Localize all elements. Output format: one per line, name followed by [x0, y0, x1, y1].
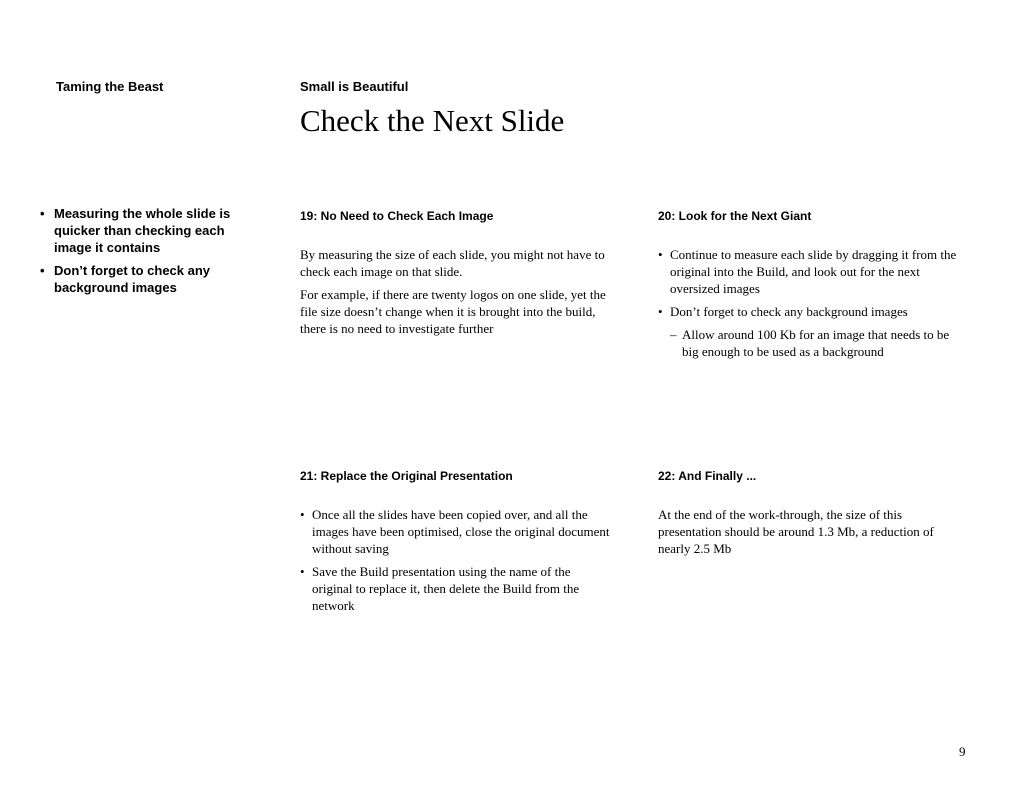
slide-panel-21: [300, 468, 610, 620]
summary-bullet-text: Don’t forget to check any background images: [54, 263, 211, 295]
summary-bullet-item: [38, 205, 260, 256]
slide-panel-19: [300, 208, 610, 343]
panel-heading: 21: Replace the Original Presentation: [300, 469, 513, 483]
summary-bullet-item: [38, 262, 260, 296]
summary-bullet-text: Measuring the whole slide is quicker than checking each image it contains: [54, 206, 231, 255]
panel-bullet-list: [658, 246, 968, 360]
panel-bullet-item: [658, 303, 968, 320]
bullet-glyph: •: [658, 247, 663, 262]
bullet-glyph: •: [40, 206, 45, 221]
panel-bullet-text: Once all the slides have been copied over, and all the images have been optimised, close the original document without saving: [312, 507, 610, 556]
panel-bullet-list: [300, 506, 610, 614]
panel-bullet-text: Allow around 100 Kb for an image that needs to be big enough to be used as a background: [682, 327, 950, 359]
running-header-left: Taming the Beast: [56, 79, 164, 94]
slide-panel-20: [658, 208, 968, 366]
summary-bullet-list: [38, 205, 260, 302]
panel-bullet-text: Save the Build presentation using the name of the original to replace it, then delete the Build from the network: [312, 564, 580, 613]
panel-paragraph: By measuring the size of each slide, you might not have to check each image on that slide.: [300, 247, 605, 279]
slide-panel-22: [658, 468, 968, 563]
panel-sub-bullet-item: [658, 326, 968, 360]
panel-heading: 20: Look for the Next Giant: [658, 209, 812, 223]
panel-bullet-item: [300, 506, 610, 557]
panel-bullet-item: [300, 563, 610, 614]
panel-paragraph: For example, if there are twenty logos on one slide, yet the file size doesn’t change when it is brought into the build, there is no need to investigate further: [300, 287, 606, 336]
panel-bullet-text: Continue to measure each slide by dragging it from the original into the Build, and look out for the next oversized images: [670, 247, 957, 296]
page-title: Check the Next Slide: [300, 103, 565, 138]
bullet-glyph: •: [300, 507, 305, 522]
bullet-glyph: •: [658, 304, 663, 319]
panel-heading: 19: No Need to Check Each Image: [300, 209, 494, 223]
panel-heading: 22: And Finally ...: [658, 469, 757, 483]
panel-paragraph: At the end of the work-through, the size of this presentation should be around 1.3 Mb, a reduction of nearly 2.5 Mb: [658, 507, 934, 556]
page-number: 9: [959, 744, 966, 759]
panel-bullet-item: [658, 246, 968, 297]
dash-glyph: –: [670, 327, 677, 342]
panel-bullet-text: Don’t forget to check any background images: [670, 304, 908, 319]
section-label: Small is Beautiful: [300, 79, 409, 94]
bullet-glyph: •: [300, 564, 305, 579]
bullet-glyph: •: [40, 263, 45, 278]
